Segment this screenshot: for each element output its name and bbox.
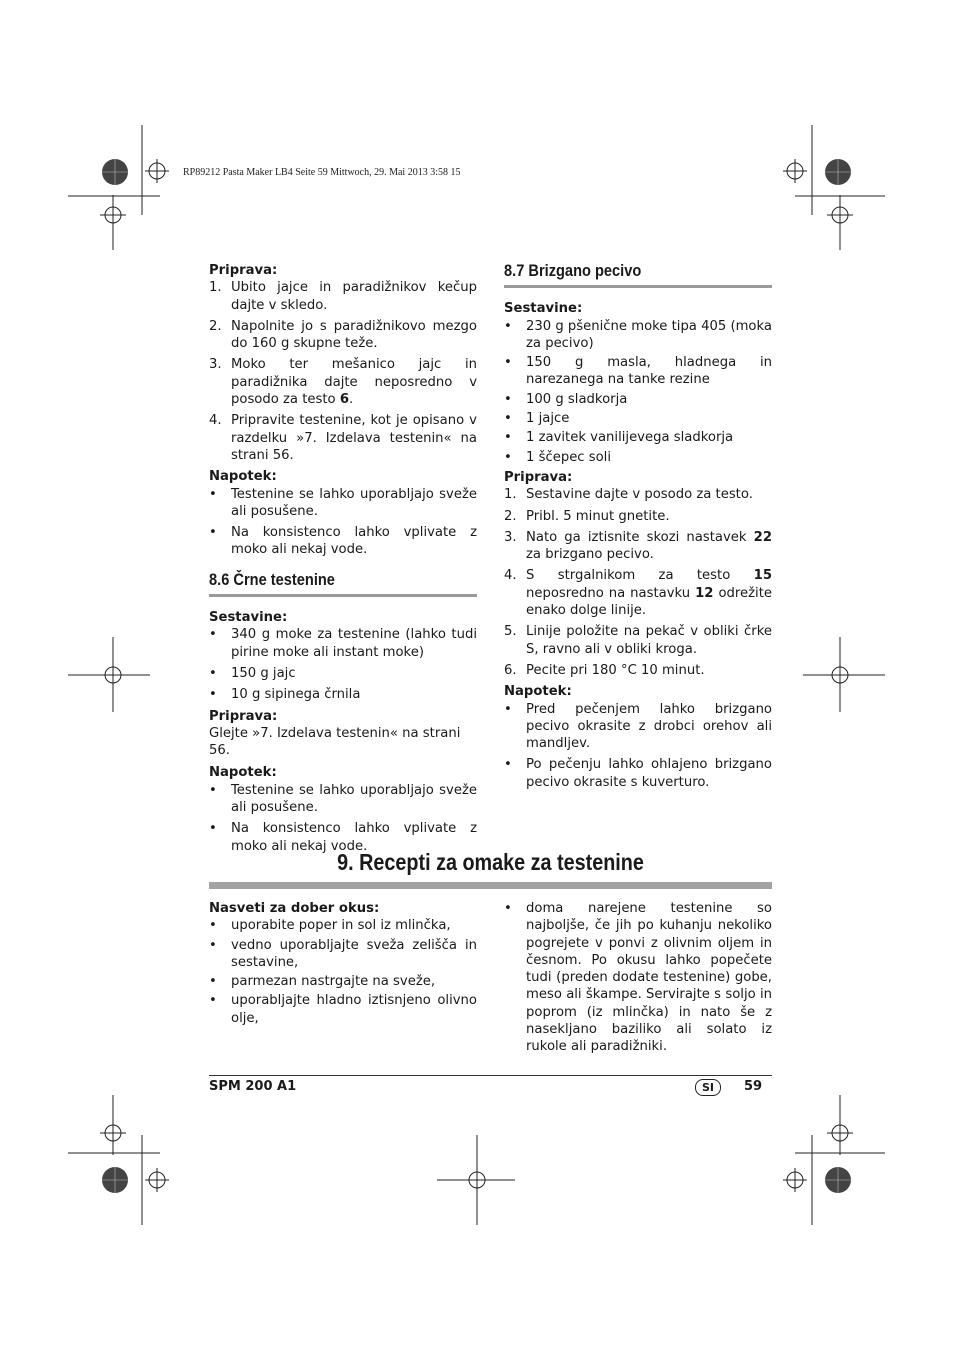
section-rule [504, 285, 772, 288]
napotek-label: Napotek: [209, 765, 277, 781]
list-item: • Pred pečenjem lahko brizgano pecivo okrasite z drobci orehov ali mandljev. [504, 701, 772, 752]
right-column [504, 262, 772, 795]
list-item: • Testenine se lahko uporabljajo sveže ali posušene. [209, 782, 477, 816]
list-item: • 10 g sipinega črnila [209, 687, 361, 703]
list-item: • 340 g moke za testenine (lahko tudi pirine moke ali instant moke) [209, 627, 477, 660]
list-item: 4. Pripravite testenine, kot je opisano v razdelku »7. Izdelava testenin« na strani 56. [209, 413, 477, 463]
sestavine-label: Sestavine: [209, 610, 288, 626]
nasveti-label: Nasveti za dober okus: [209, 901, 380, 916]
sestavine-label: Sestavine: [504, 301, 583, 317]
list-item: 6. Pecite pri 180 °C 10 minut. [504, 662, 705, 678]
list-item: • uporabljajte hladno iztisnjeno olivno olje, [209, 993, 477, 1026]
list-item: • doma narejene testenine so najboljše, če jih po kuhanju nekoliko pogrejete v ponvi z olivnim oljem in česnom. Po okusu lahko popečete tudi (preden dodate testenine) gobe, meso ali škampe. Servirajte s soljo in poprom (iz mlinčka) in nato še z naseklјanо baziliko ali solato iz rukole ali paradižniki. [504, 901, 772, 1055]
list-item: • 1 zavitek vanilijevega sladkorja [504, 430, 734, 446]
left-column [209, 262, 477, 859]
napotek-label: Napotek: [504, 684, 572, 700]
section-title-9: 9. Recepti za omake za testenine [337, 849, 644, 875]
priprava-label: Priprava: [504, 469, 573, 485]
napotek-list [209, 782, 477, 855]
tips-list [209, 917, 477, 1027]
list-item: 4. S strgalnikom za testo 15 neposredno na nastavku 12 odrežite enako dolge linije. [504, 568, 772, 619]
list-item: • Na konsistenco lahko vplivate z moko ali nekaj vode. [209, 821, 477, 854]
list-item: • 150 g masla, hladnega in narezanega na tanke rezine [504, 355, 772, 388]
section-title-8-6: 8.6 Črne testenine [209, 569, 335, 589]
list-item: 5. Linije položite na pekač v obliki črke S, ravno ali v obliki kroga. [504, 624, 772, 657]
list-item: • 1 jajce [504, 411, 570, 427]
list-item: • vedno uporabljajte sveža zelišča in sestavine, [209, 937, 477, 970]
list-item: • 150 g jajc [209, 665, 296, 681]
list-item: 3. Nato ga iztisnite skozi nastavek 22 za brizgano pecivo. [504, 529, 772, 563]
priprava-label: Priprava: [209, 708, 278, 724]
napotek-label: Napotek: [209, 469, 277, 485]
section-rule [209, 594, 477, 597]
left-column-bottom [209, 900, 477, 1030]
list-item: • uporabite poper in sol iz mlinčka, [209, 918, 451, 934]
priprava-text: Glejte »7. Izdelava testenin« na strani 56. [209, 725, 461, 759]
print-header: RP89212 Pasta Maker LB4 Seite 59 Mittwoch, 29. Mai 2013 3:58 15 [183, 167, 461, 178]
footer-rule [209, 1075, 772, 1076]
list-item: • parmezan nastrgajte na sveže, [209, 974, 436, 990]
list-item: • 230 g pšenične moke tipa 405 (moka za pecivo) [504, 318, 772, 351]
model-number: SPM 200 A1 [209, 1079, 297, 1094]
list-item: • Testenine se lahko uporabljajo sveže ali posušene. [209, 486, 477, 519]
list-item: • Na konsistenco lahko vplivate z moko ali nekaj vode. [209, 525, 477, 558]
language-badge: SI [695, 1079, 721, 1096]
ingredients-list [504, 318, 772, 466]
section-rule-wide [209, 882, 772, 889]
right-column-bottom [504, 900, 772, 1059]
priprava-label: Priprava: [209, 263, 278, 278]
list-item: • 100 g sladkorja [504, 391, 628, 407]
priprava-steps [504, 486, 772, 679]
napotek-list [504, 701, 772, 791]
tips-list-continued [504, 900, 772, 1056]
section-title-8-7: 8.7 Brizgano pecivo [504, 261, 642, 280]
list-item: 2. Pribl. 5 minut gnetite. [504, 508, 670, 524]
list-item: • 1 ščepec soli [504, 449, 612, 465]
list-item: 1. Ubito jajce in paradižnikov kečup dajte v skledo. [209, 280, 477, 313]
napotek-list [209, 486, 477, 559]
list-item: • Po pečenju lahko ohlajeno brizgano pecivo okrasite s kuverturo. [504, 757, 772, 790]
page-number: 59 [744, 1079, 763, 1094]
list-item: 1. Sestavine dajte v posodo za testo. [504, 487, 753, 503]
list-item: 3. Moko ter mešanico jajc in paradižnika dajte neposredno v posodo za testo 6. [209, 357, 477, 408]
priprava-steps [209, 279, 477, 464]
list-item: 2. Napolnite jo s paradižnikovo mezgo do 160 g skupne teže. [209, 318, 477, 352]
ingredients-list [209, 626, 477, 703]
